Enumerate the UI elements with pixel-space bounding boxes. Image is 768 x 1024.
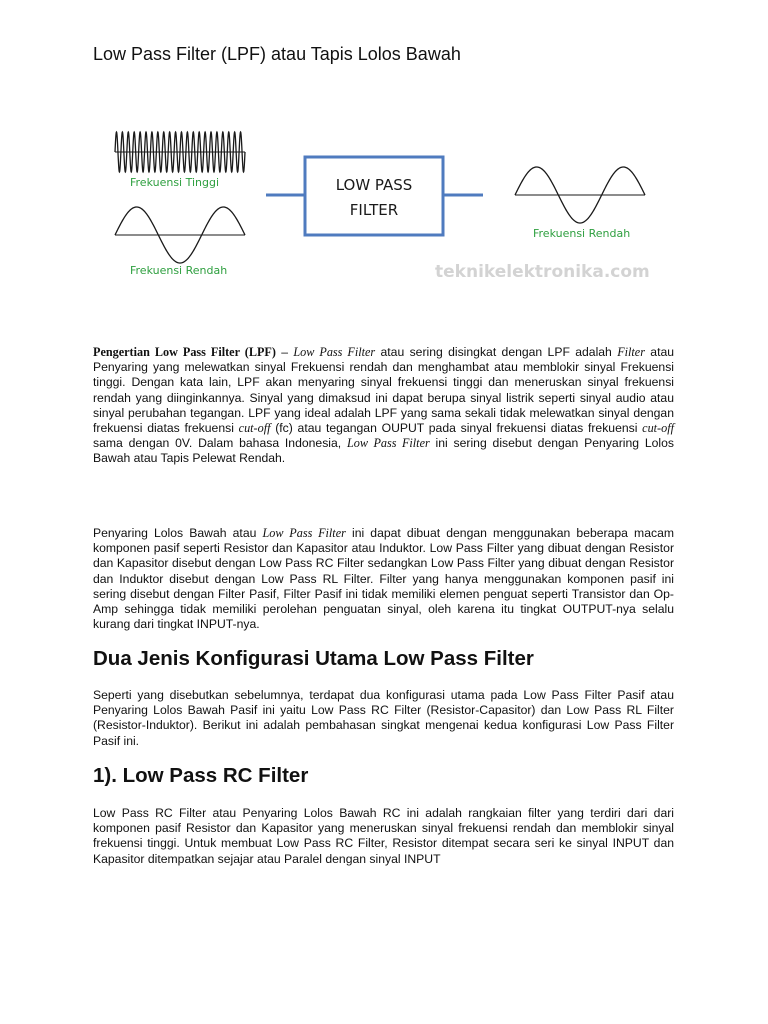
paragraph-pengertian [93, 345, 674, 467]
cutoff-term: cut-off [642, 421, 674, 436]
heading-dua-jenis: Dua Jenis Konfigurasi Utama Low Pass Filter [93, 647, 534, 670]
cutoff-term: cut-off [238, 421, 271, 436]
paragraph-konfigurasi: Seperti yang disebutkan sebelumnya, terdapat dua konfigurasi utama pada Low Pass Filter Pasif atau Penyaring Lolos Bawah Pasif ini yaitu Low Pass RC Filter (Resistor-Capasitor) dan Low Pass RL Filter (Resistor-Induktor). Berikut ini adalah pembahasan singkat mengenai kedua konfigurasi Low Pass Filter Pasif ini. [93, 688, 674, 748]
text-run: ini dapat dibuat dengan menggunakan beberapa macam komponen pasif seperti Resistor dan Kapasitor atau Induktor. Low Pass Filter yang dibuat dengan Resistor dan Kapasitor disebut dengan Low Pass RC Filter sedangkan Low Pass Filter yang dibuat dengan Resistor dan Induktor disebut dengan Low Pass RL Filter. Filter yang hanya menggunakan komponen pasif ini sering disebut dengan Filter Pasif, Filter Pasif ini tidak memiliki elemen penguat seperti Transistor dan Op-Amp sehingga tidak memiliki perolehan penguatan sinyal, oleh karena itu tingkat OUTPUT-nya selalu kurang dari tingkat INPUT-nya. [93, 526, 675, 632]
dash: – [275, 345, 294, 359]
term-italic: Low Pass Filter [293, 345, 376, 359]
term-bold: Pengertian Low Pass Filter (LPF) [93, 345, 276, 359]
filter-box [305, 157, 443, 235]
lpf-italic: Low Pass Filter [346, 436, 430, 451]
filter-label-line2: FILTER [349, 201, 399, 219]
text-run: ini sering disebut dengan Penyaring Lolos Bawah atau Tapis Pelewat Rendah. [93, 436, 674, 466]
filter-word: Filter [617, 345, 645, 359]
filter-label-line1: LOW PASS [335, 176, 413, 194]
text-run: atau sering disingkat dengan LPF adalah [375, 345, 618, 359]
lpf-italic: Low Pass Filter [262, 526, 346, 540]
text-run: (fc) atau tegangan OUPUT pada sinyal frekuensi diatas frekuensi [270, 421, 643, 436]
watermark: teknikelektronika.com [435, 262, 650, 282]
text-run: atau Penyaring yang melewatkan sinyal Frekuensi rendah dan menghambat atau memblokir sinyal Frekuensi tinggi. Dengan kata lain, LPF akan menyaring sinyal frekuensi tinggi dan meneruskan sinyal frekuensi rendah yang diinginkannya. Sinyal yang dimaksud ini dapat berupa sinyal listrik seperti sinyal audio atau sinyal perubahan tegangan. LPF yang ideal adalah LPF yang sama sekali tidak melewatkan sinyal dengan frekuensi diatas frekuensi [93, 345, 675, 436]
text-run: Penyaring Lolos Bawah atau [93, 526, 263, 540]
paragraph-komponen [93, 526, 674, 632]
heading-rc-filter: 1). Low Pass RC Filter [93, 764, 309, 787]
input-high-label: Frekuensi Tinggi [130, 176, 220, 189]
output-label: Frekuensi Rendah [533, 227, 631, 240]
document-title: Low Pass Filter (LPF) atau Tapis Lolos Bawah [93, 44, 461, 64]
low-pass-filter-diagram [93, 115, 683, 295]
input-low-label: Frekuensi Rendah [130, 264, 228, 277]
paragraph-rc-filter: Low Pass RC Filter atau Penyaring Lolos Bawah RC ini adalah rangkaian filter yang terdiri dari dari komponen pasif Resistor dan Kapasitor yang meneruskan sinyal frekuensi rendah dan memblokir sinyal frekuensi tinggi. Untuk membuat Low Pass RC Filter, Resistor ditempat secara seri ke sinyal INPUT dan Kapasitor ditempatkan sejajar atau Paralel dengan sinyal INPUT [93, 806, 674, 866]
text-run: sama dengan 0V. Dalam bahasa Indonesia, [93, 436, 347, 451]
